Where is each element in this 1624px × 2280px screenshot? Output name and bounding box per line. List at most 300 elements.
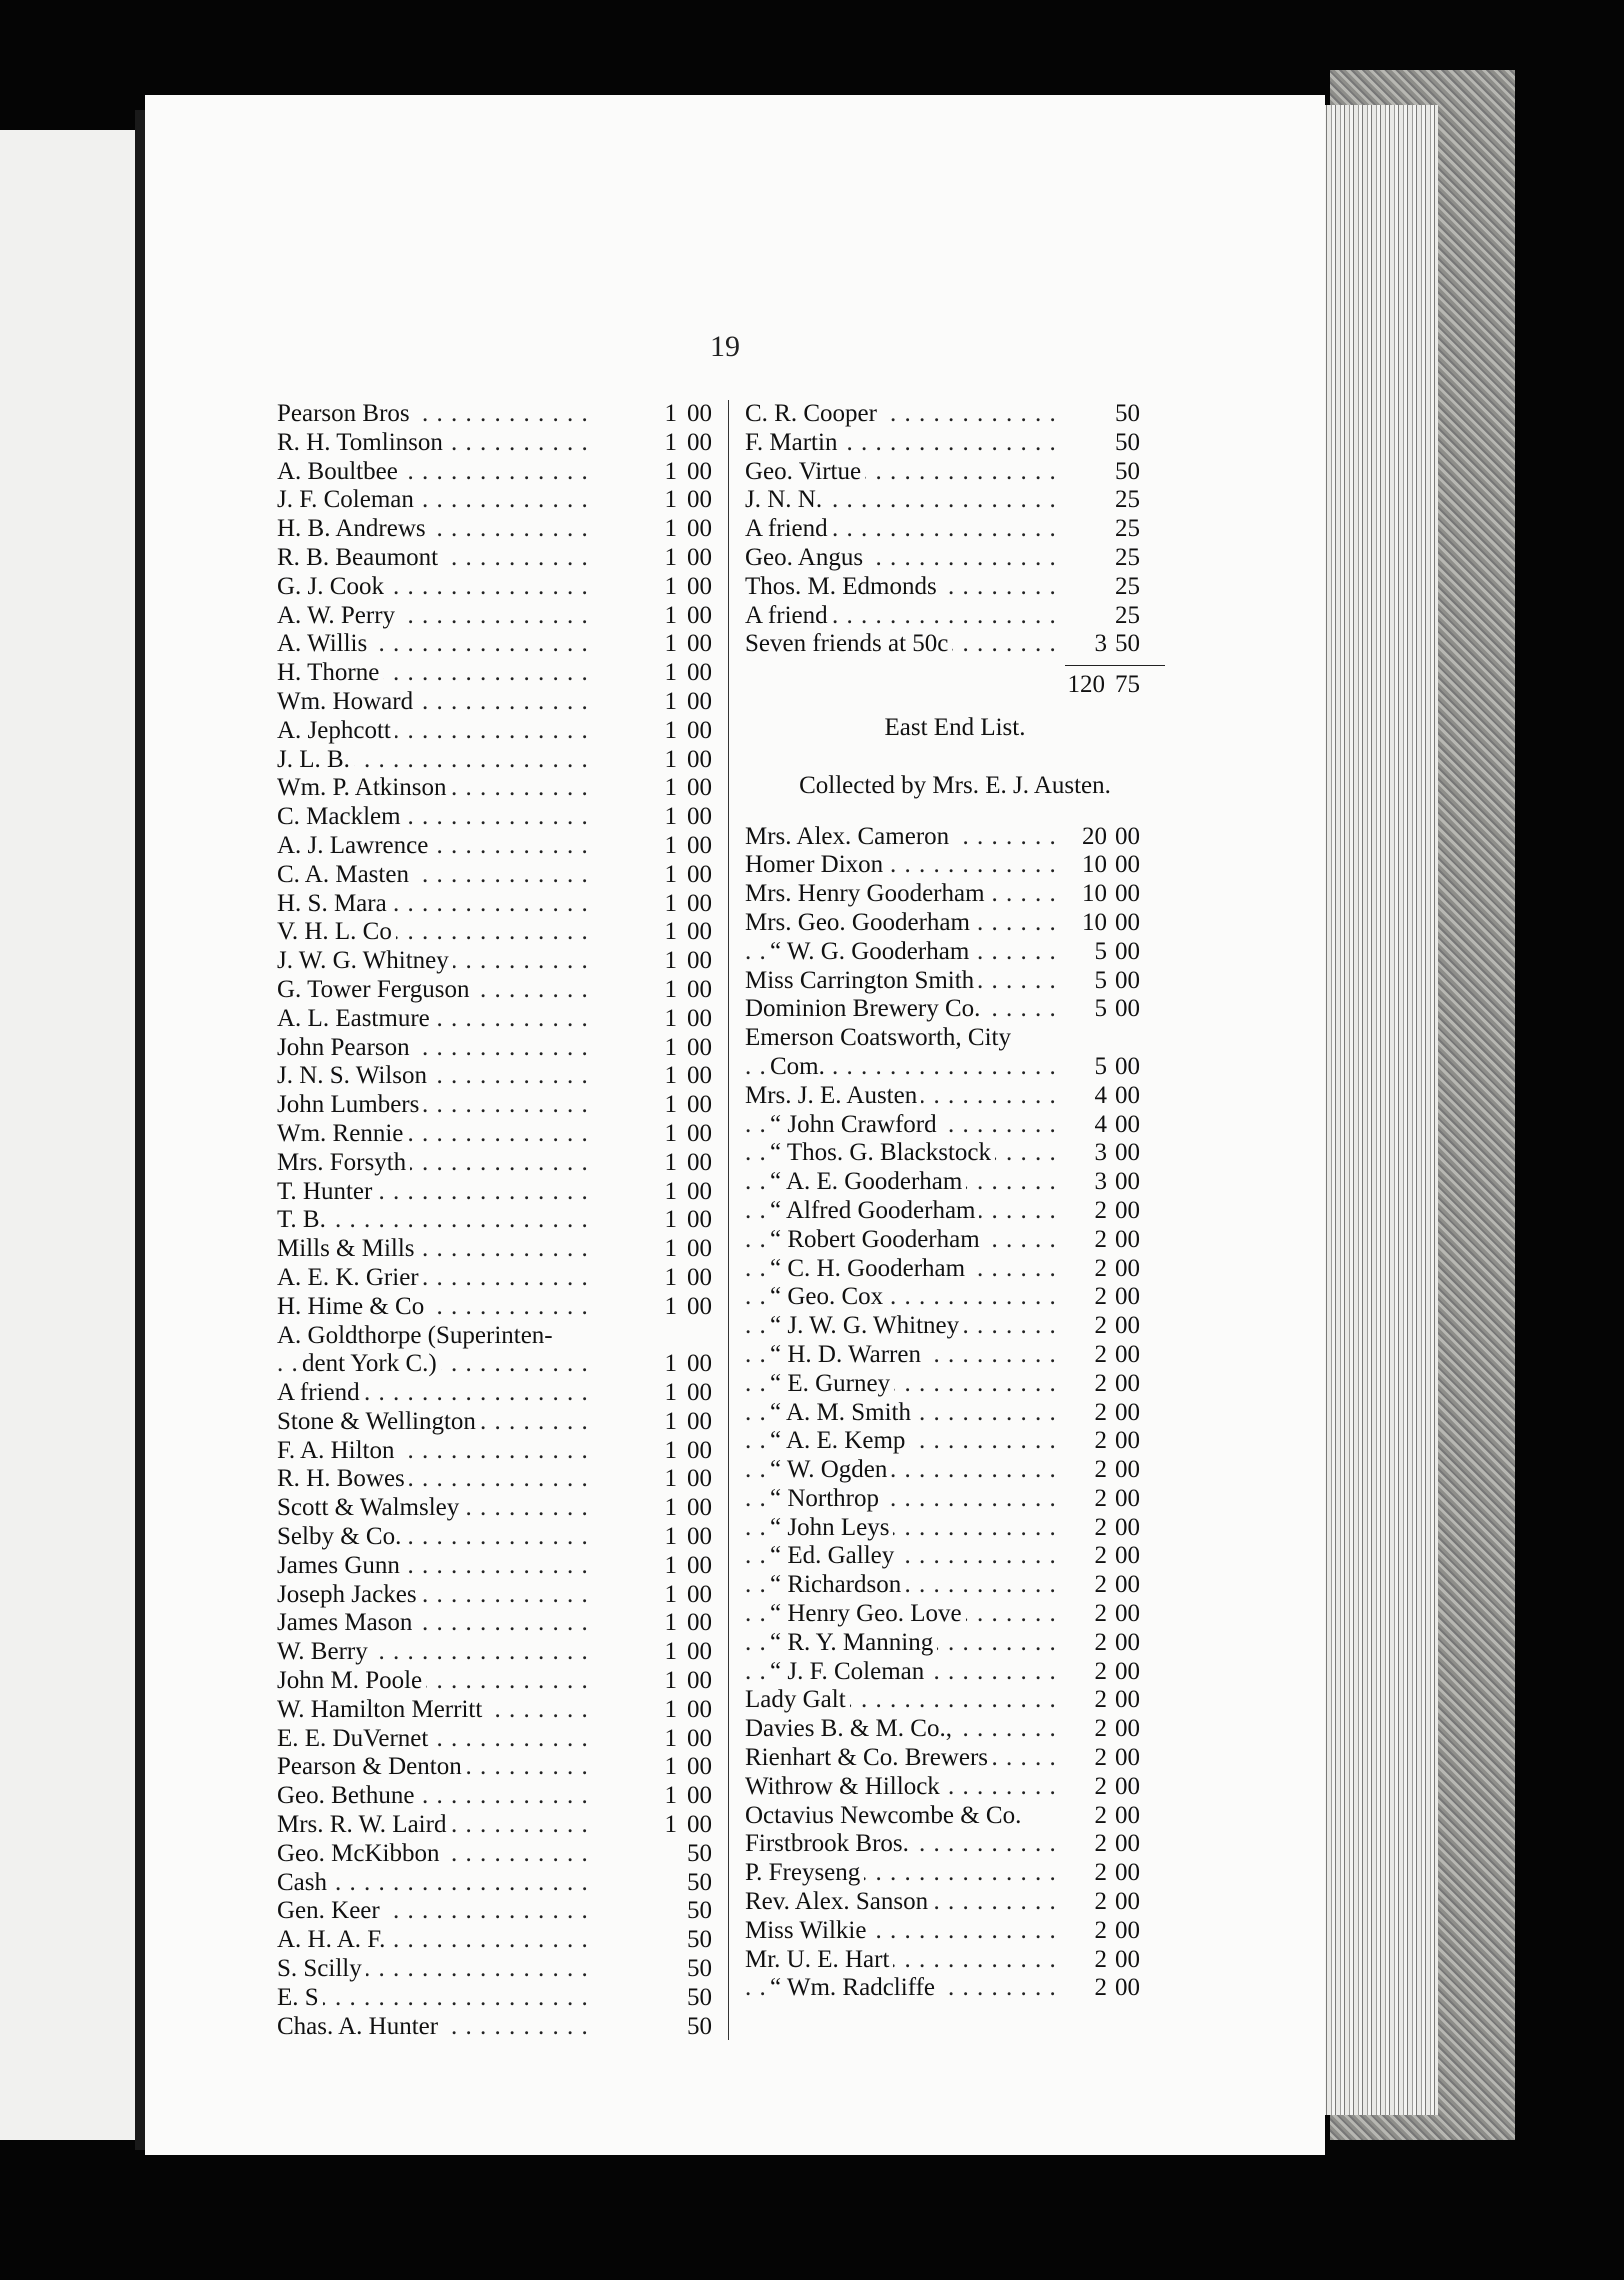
donor-name-label: A. E. K. Grier [277,1264,423,1291]
donor-name-label: R. H. Tomlinson [277,429,447,456]
donor-name-label: T. Hunter [277,1178,376,1205]
donor-name-label: James Mason [277,1609,416,1636]
list-item [277,1926,817,1955]
donor-name-label: Geo. Bethune [277,1782,418,1809]
amount-dollars: 2 [1094,1916,1107,1944]
amount-dollars: 2 [1094,1945,1107,1973]
amount-cents: 00 [687,428,712,456]
donor-name [277,1696,597,1725]
donor-name [745,1629,1065,1658]
list-item [277,832,817,861]
donor-name [277,1984,597,2013]
amount-cents: 00 [687,1206,712,1234]
donor-name-label: Wm. P. Atkinson [277,774,450,801]
list-item [277,429,817,458]
list-item [745,1312,1285,1341]
list-item [277,1725,817,1754]
amount-dollars: 1 [664,400,677,427]
list-item [277,1753,817,1782]
list-item [745,1139,1285,1168]
list-item [745,1082,1285,1111]
donor-name [745,1917,1065,1946]
donor-name [277,1235,597,1264]
list-item [745,1744,1285,1773]
page-number: 19 [710,330,740,363]
amount-cents: 00 [687,1523,712,1551]
list-item [745,1888,1285,1917]
amount-cents: 00 [687,1235,712,1263]
amount-cents: 25 [1115,486,1140,514]
amount-dollars: 1 [664,889,677,917]
donor-name [745,458,1065,487]
donor-name [745,880,1065,909]
donor-name-label: J. W. G. Whitney [277,947,453,974]
donor-name-label: H. S. Mara [277,890,391,917]
donor-name [277,832,597,861]
amount-cents: 00 [687,400,712,427]
amount-dollars: 1 [664,1292,677,1320]
amount-cents: 00 [1115,1600,1140,1628]
donor-name [745,1658,1065,1687]
amount-dollars: 1 [664,1379,677,1407]
amount-cents: 25 [1115,515,1140,543]
list-item [277,918,817,947]
list-item [745,573,1285,602]
amount-dollars: 3 [1094,1139,1107,1167]
amount-dollars: 1 [664,1177,677,1205]
amount-cents: 00 [687,1436,712,1464]
list-item [277,1955,817,1984]
donor-name-label: “ W. G. Gooderham [770,938,973,965]
donor-name-label: “ Thos. G. Blackstock [770,1139,995,1166]
donor-name [745,1139,1065,1168]
donor-name [277,1725,597,1754]
amount-cents: 00 [687,1350,712,1378]
list-item [745,823,1285,852]
list-item [277,947,817,976]
amount-cents: 00 [687,1580,712,1608]
amount-cents: 00 [1115,1686,1140,1714]
amount-dollars: 4 [1094,1110,1107,1138]
list-item [277,1465,817,1494]
donor-name-label: S. Scilly [277,1955,366,1982]
donor-name-label: A. Jephcott [277,717,395,744]
amount-dollars: 2 [1094,1369,1107,1397]
donor-name-label: A. L. Eastmure [277,1005,434,1032]
donor-name-label: Geo. McKibbon [277,1840,443,1867]
donor-name-label: A friend [277,1379,364,1406]
donor-name-label: A friend [745,602,832,629]
donor-name-label: “ J. F. Coleman [770,1658,928,1685]
amount-cents: 00 [1115,1744,1140,1772]
amount-dollars: 2 [1094,1571,1107,1599]
amount-cents: 00 [1115,1312,1140,1340]
list-item [745,486,1285,515]
amount-cents: 00 [1115,1542,1140,1570]
donor-name [745,1168,1065,1197]
donor-name-label: “ Wm. Radcliffe [770,1974,939,2001]
list-item [277,602,817,631]
donor-name-label: J. F. Coleman [277,486,418,513]
list-item [277,486,817,515]
list-item [745,1514,1285,1543]
donor-name [277,630,597,659]
donor-name-label: V. H. L. Co [277,918,396,945]
list-item [277,1523,817,1552]
donor-name [277,1293,597,1322]
list-item [277,458,817,487]
donor-name [277,774,597,803]
amount-dollars: 2 [1094,1513,1107,1541]
amount-cents: 00 [1115,966,1140,994]
donor-name-label: “ Geo. Cox [770,1283,887,1310]
list-item [745,1773,1285,1802]
amount-dollars: 5 [1094,966,1107,994]
list-item [745,1024,1285,1053]
donor-name-label: C. A. Masten [277,861,413,888]
list-item [745,938,1285,967]
list-item [745,1629,1285,1658]
amount-cents: 50 [687,1839,712,1867]
amount-cents: 00 [1115,908,1140,936]
amount-cents: 00 [687,774,712,802]
list-item [277,1897,817,1926]
amount-dollars: 2 [1094,1859,1107,1887]
donor-name-label: E. S [277,1984,323,2011]
donor-name [277,1034,597,1063]
donor-name-label: C. Macklem [277,803,405,830]
list-item [745,1686,1285,1715]
amount-cents: 00 [687,515,712,543]
list-item [745,1859,1285,1888]
list-item [745,544,1285,573]
list-item [277,1379,817,1408]
list-item [277,2013,817,2042]
donor-name [745,1715,1065,1744]
collected-by: Collected by Mrs. E. J. Austen. [799,771,1111,799]
amount-cents: 00 [1115,1974,1140,2002]
donor-name-label: Mrs. Geo. Gooderham [745,909,974,936]
amount-cents: 00 [1115,937,1140,965]
amount-cents: 00 [687,572,712,600]
donor-name-label: G. J. Cook [277,573,388,600]
amount-dollars: 2 [1094,1772,1107,1800]
donor-name-label: R. H. Bowes [277,1465,409,1492]
amount-cents: 00 [687,1033,712,1061]
list-item [745,1111,1285,1140]
amount-cents: 00 [1115,1772,1140,1800]
donor-name [277,429,597,458]
list-item [745,1485,1285,1514]
donor-name [277,1811,597,1840]
subtotal-cents: 75 [1115,671,1140,699]
list-item [745,1255,1285,1284]
amount-cents: 00 [1115,1657,1140,1685]
list-item [277,1408,817,1437]
list-item [745,458,1285,487]
amount-cents: 00 [687,1379,712,1407]
donor-name [277,1638,597,1667]
amount-dollars: 2 [1094,1657,1107,1685]
list-item [277,544,817,573]
list-item [277,659,817,688]
donor-name [745,1024,1065,1053]
amount-cents: 00 [687,975,712,1003]
amount-dollars: 2 [1094,1254,1107,1282]
list-item [745,1283,1285,1312]
donor-name-label: J. N. S. Wilson [277,1062,431,1089]
list-item [277,1696,817,1725]
list-item [745,1399,1285,1428]
list-item [745,967,1285,996]
amount-cents: 00 [687,1062,712,1090]
donor-name [277,1178,597,1207]
donor-name-label: “ J. W. G. Whitney [770,1312,963,1339]
amount-dollars: 10 [1082,880,1107,908]
donor-name [277,602,597,631]
amount-dollars: 4 [1094,1081,1107,1109]
list-item [745,1168,1285,1197]
amount-dollars: 2 [1094,1542,1107,1570]
amount-cents: 00 [1115,1254,1140,1282]
amount-dollars: 10 [1082,908,1107,936]
donor-name [277,861,597,890]
list-item [277,1811,817,1840]
amount-cents: 00 [687,1119,712,1147]
donor-name [745,573,1065,602]
list-item [745,515,1285,544]
amount-cents: 00 [687,889,712,917]
amount-dollars: 1 [664,716,677,744]
donor-name-label: Seven friends at 50c [745,630,952,657]
donor-name-label: Mr. U. E. Hart [745,1946,893,1973]
list-item [745,1571,1285,1600]
donor-name [745,1283,1065,1312]
amount-cents: 00 [687,543,712,571]
amount-cents: 00 [1115,1283,1140,1311]
donor-name-label: “ John Leys [770,1514,893,1541]
amount-cents: 00 [1115,1225,1140,1253]
list-item [745,1830,1285,1859]
list-item [277,1034,817,1063]
donor-name [745,1571,1065,1600]
list-item [277,976,817,1005]
amount-cents: 00 [687,457,712,485]
donor-name [277,1523,597,1552]
donor-name [277,918,597,947]
donor-name [277,1753,597,1782]
amount-cents: 00 [687,601,712,629]
donor-name-label: “ Alfred Gooderham [770,1197,979,1224]
donor-name [277,717,597,746]
donor-name-label: Stone & Wellington [277,1408,480,1435]
donor-name [745,1514,1065,1543]
subtotal-dollars: 120 [1067,671,1105,699]
amount-dollars: 1 [664,1638,677,1666]
amount-dollars: 1 [664,1811,677,1839]
amount-dollars: 1 [664,1263,677,1291]
donor-name-label: H. B. Andrews [277,515,430,542]
list-item [277,1062,817,1091]
donor-name-label: dent York C.) [302,1350,441,1377]
amount-cents: 00 [687,1724,712,1752]
donor-name [745,1226,1065,1255]
amount-dollars: 2 [1094,1484,1107,1512]
amount-dollars: 1 [664,1091,677,1119]
list-item [745,1600,1285,1629]
amount-cents: 00 [687,918,712,946]
amount-cents: 50 [687,1955,712,1983]
amount-dollars: 1 [664,1004,677,1032]
amount-dollars: 1 [664,1580,677,1608]
donor-name-label: “ C. H. Gooderham [770,1255,969,1282]
amount-dollars: 2 [1094,1340,1107,1368]
donor-name [745,938,1065,967]
donor-name-label: Miss Carrington Smith [745,967,978,994]
list-item [277,1091,817,1120]
donor-name-label: Rienhart & Co. Brewers [745,1744,992,1771]
amount-dollars: 5 [1094,995,1107,1023]
amount-cents: 25 [1115,601,1140,629]
donor-name-label: R. B. Beaumont [277,544,442,571]
amount-dollars: 1 [664,428,677,456]
amount-cents: 25 [1115,543,1140,571]
donor-name-label: P. Freyseng [745,1859,864,1886]
donor-name-label: Dominion Brewery Co. [745,995,984,1022]
list-item [277,1350,817,1379]
book-gutter [135,110,145,2150]
amount-cents: 00 [1115,1427,1140,1455]
donor-name-label: “ E. Gurney [770,1370,894,1397]
donor-name-label: H. Hime & Co [277,1293,428,1320]
section-title: East End List. [884,713,1026,741]
donor-name [745,1197,1065,1226]
amount-dollars: 1 [664,860,677,888]
donor-name [277,803,597,832]
amount-dollars: 1 [664,1494,677,1522]
donor-name-label: Wm. Rennie [277,1120,407,1147]
donor-name-label: Rev. Alex. Sanson [745,1888,932,1915]
donor-name [277,1955,597,1984]
donor-name [277,1322,597,1351]
right-column [745,400,1285,2003]
donor-name-label: Mrs. J. E. Austen [745,1082,921,1109]
amount-cents: 00 [1115,1830,1140,1858]
amount-dollars: 2 [1094,1686,1107,1714]
donor-name-label: “ R. Y. Manning [770,1629,937,1656]
donor-name-label: “ Northrop [770,1485,883,1512]
amount-dollars: 2 [1094,1600,1107,1628]
donor-name-label: A. Goldthorpe (Superinten- [277,1322,557,1349]
amount-dollars: 2 [1094,1456,1107,1484]
amount-cents: 00 [1115,1888,1140,1916]
list-item [745,1341,1285,1370]
amount-dollars: 1 [664,659,677,687]
list-item [745,851,1285,880]
amount-cents: 00 [687,1263,712,1291]
amount-cents: 50 [687,1868,712,1896]
donor-name-label: Gen. Keer [277,1897,384,1924]
donor-name [277,1120,597,1149]
list-item [277,1840,817,1869]
donor-name-label: John Lumbers [277,1091,423,1118]
donor-name [277,947,597,976]
donor-name-label: John M. Poole [277,1667,426,1694]
donor-name-label: E. E. DuVernet [277,1725,432,1752]
list-item [277,1609,817,1638]
donor-name [277,890,597,919]
amount-dollars: 5 [1094,1052,1107,1080]
amount-dollars: 1 [664,572,677,600]
amount-cents: 00 [1115,1801,1140,1829]
amount-dollars: 2 [1094,1974,1107,2002]
amount-cents: 00 [687,745,712,773]
donor-name [277,544,597,573]
donor-name [745,851,1065,880]
donor-name-label: “ W. Ogden [770,1456,891,1483]
donor-name [277,1581,597,1610]
list-item [277,774,817,803]
amount-cents: 00 [687,1609,712,1637]
amount-cents: 50 [1115,457,1140,485]
donor-name-label: Wm. Howard [277,688,417,715]
donor-name-label: F. Martin [745,429,841,456]
list-item [745,1053,1285,1082]
amount-dollars: 1 [664,745,677,773]
donor-name-label: Mrs. R. W. Laird [277,1811,450,1838]
donor-name [745,1111,1065,1140]
donor-name [277,1264,597,1293]
donor-name [277,688,597,717]
list-item [745,1197,1285,1226]
amount-cents: 00 [1115,1139,1140,1167]
donor-name [745,1686,1065,1715]
amount-cents: 00 [687,803,712,831]
list-item [277,1581,817,1610]
donor-name-label: John Pearson [277,1034,414,1061]
amount-dollars: 1 [664,1436,677,1464]
list-item [277,1149,817,1178]
amount-dollars: 1 [664,918,677,946]
donor-name [745,1312,1065,1341]
amount-dollars: 1 [664,1206,677,1234]
amount-cents: 00 [687,1811,712,1839]
amount-cents: 50 [687,1983,712,2011]
amount-dollars: 1 [664,543,677,571]
amount-cents: 00 [1115,1081,1140,1109]
donor-name-label: Firstbrook Bros. [745,1830,913,1857]
amount-cents: 50 [1115,400,1140,427]
list-item [277,1494,817,1523]
donor-name-label: “ Henry Geo. Love [770,1600,966,1627]
donor-name [277,1206,597,1235]
donor-name-label: Cash [277,1869,331,1896]
donor-name [277,976,597,1005]
list-item [745,1226,1285,1255]
list-item [745,995,1285,1024]
donor-name [277,1465,597,1494]
donor-name [745,1341,1065,1370]
list-item [277,1293,817,1322]
amount-cents: 50 [687,1897,712,1925]
amount-dollars: 1 [664,947,677,975]
donor-name-label: A. H. A. F. [277,1926,389,1953]
donor-name [277,1062,597,1091]
amount-cents: 25 [1115,572,1140,600]
amount-dollars: 5 [1094,937,1107,965]
donor-name-label: Mrs. Forsyth [277,1149,410,1176]
amount-cents: 00 [1115,822,1140,850]
